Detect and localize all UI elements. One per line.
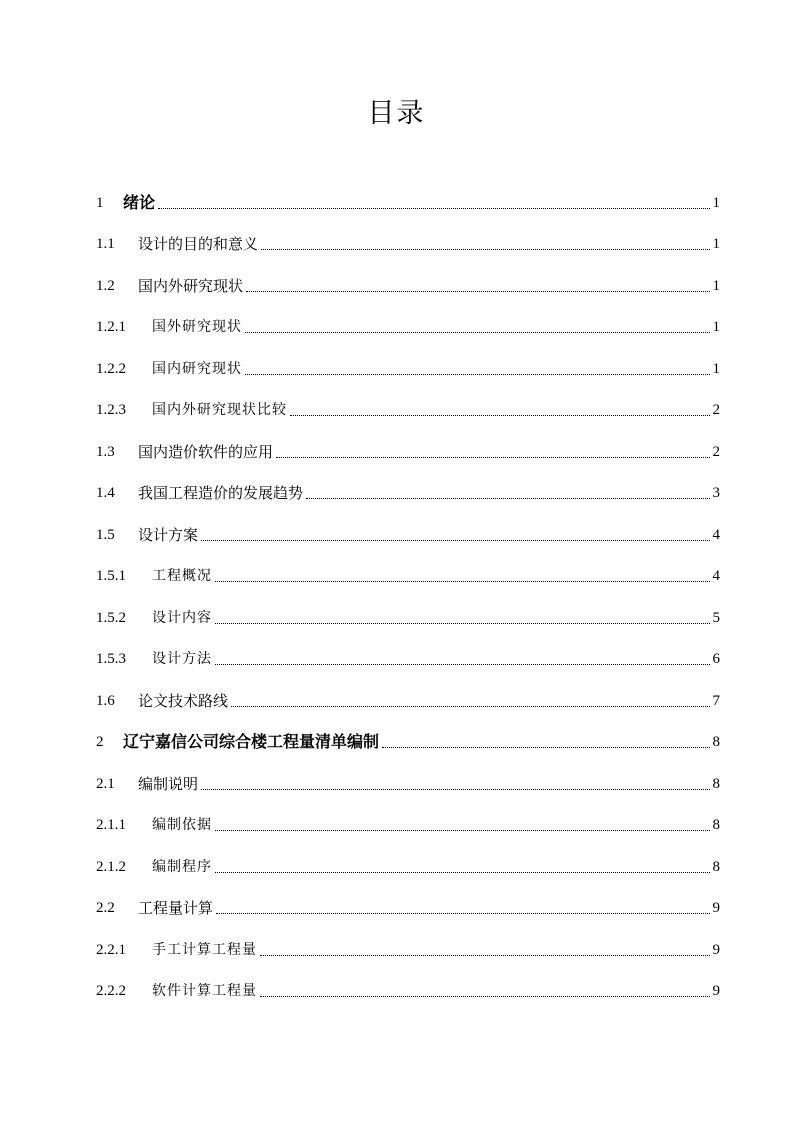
toc-leader xyxy=(382,746,709,748)
toc-leader xyxy=(290,414,710,416)
toc-title: 设计的目的和意义 xyxy=(138,235,259,254)
toc-entry[interactable] xyxy=(96,888,720,930)
toc-number: 2.1.2 xyxy=(96,858,126,875)
toc-page: 9 xyxy=(712,983,720,1000)
toc-title: 辽宁嘉信公司综合楼工程量清单编制 xyxy=(123,732,380,752)
toc-title: 绪论 xyxy=(123,192,156,212)
toc-number: 2.1 xyxy=(96,775,115,792)
toc-page: 2 xyxy=(712,402,720,419)
toc-number: 2 xyxy=(96,734,104,751)
toc-title: 国内研究现状 xyxy=(152,360,242,377)
toc-page: 9 xyxy=(712,941,720,958)
toc-leader xyxy=(158,207,709,209)
toc-page: 1 xyxy=(712,319,720,336)
toc-page: 8 xyxy=(712,734,720,751)
toc-title: 工程概况 xyxy=(152,568,212,585)
toc-title: 国内外研究现状比较 xyxy=(152,402,287,419)
toc-title: 国内外研究现状 xyxy=(138,276,244,295)
toc-page: 8 xyxy=(712,817,720,834)
toc-entry[interactable] xyxy=(96,722,720,764)
toc-number: 1.3 xyxy=(96,443,115,460)
toc-title: 工程量计算 xyxy=(138,899,214,918)
toc-leader xyxy=(245,373,710,375)
toc-entry[interactable] xyxy=(96,307,720,349)
toc-entry[interactable] xyxy=(96,805,720,847)
toc-number: 2.2.2 xyxy=(96,983,126,1000)
toc-title: 手工计算工程量 xyxy=(152,941,257,958)
toc-number: 1 xyxy=(96,194,104,211)
toc-entry[interactable] xyxy=(96,182,720,224)
toc-leader xyxy=(260,995,710,997)
toc-number: 2.1.1 xyxy=(96,817,126,834)
table-of-contents xyxy=(96,182,720,1012)
toc-entry[interactable] xyxy=(96,597,720,639)
toc-number: 1.2.3 xyxy=(96,402,126,419)
toc-leader xyxy=(215,829,710,831)
toc-number: 1.4 xyxy=(96,485,115,502)
toc-title: 编制程序 xyxy=(152,858,212,875)
toc-page: 6 xyxy=(712,651,720,668)
toc-leader xyxy=(201,788,709,790)
toc-entry[interactable] xyxy=(96,265,720,307)
toc-title: 我国工程造价的发展趋势 xyxy=(138,484,304,503)
toc-leader xyxy=(306,497,709,499)
toc-number: 1.6 xyxy=(96,692,115,709)
toc-page: 7 xyxy=(712,692,720,709)
toc-entry[interactable] xyxy=(96,390,720,432)
toc-entry[interactable] xyxy=(96,348,720,390)
toc-page: 1 xyxy=(712,194,720,211)
toc-title: 编制说明 xyxy=(138,774,199,793)
toc-number: 1.5.3 xyxy=(96,651,126,668)
toc-page: 9 xyxy=(712,900,720,917)
toc-number: 1.2.1 xyxy=(96,319,126,336)
toc-page: 1 xyxy=(712,277,720,294)
toc-leader xyxy=(246,290,709,292)
toc-number: 1.2 xyxy=(96,277,115,294)
toc-leader xyxy=(261,248,709,250)
toc-title: 国外研究现状 xyxy=(152,319,242,336)
toc-page: 3 xyxy=(712,485,720,502)
toc-leader xyxy=(215,622,710,624)
toc-page: 1 xyxy=(712,236,720,253)
toc-entry[interactable] xyxy=(96,971,720,1013)
toc-number: 1.1 xyxy=(96,236,115,253)
toc-number: 2.2.1 xyxy=(96,941,126,958)
toc-entry[interactable] xyxy=(96,929,720,971)
toc-number: 2.2 xyxy=(96,900,115,917)
toc-number: 1.5.2 xyxy=(96,609,126,626)
toc-title: 设计方法 xyxy=(152,651,212,668)
toc-page: 8 xyxy=(712,775,720,792)
toc-title: 软件计算工程量 xyxy=(152,983,257,1000)
toc-title: 国内造价软件的应用 xyxy=(138,442,274,461)
toc-number: 1.5 xyxy=(96,526,115,543)
toc-entry[interactable] xyxy=(96,639,720,681)
toc-leader xyxy=(215,871,710,873)
toc-leader xyxy=(260,954,710,956)
toc-number: 1.5.1 xyxy=(96,568,126,585)
page-title: 目录 xyxy=(367,98,426,129)
toc-entry[interactable] xyxy=(96,514,720,556)
toc-leader xyxy=(276,456,709,458)
toc-page: 4 xyxy=(712,568,720,585)
toc-number: 1.2.2 xyxy=(96,360,126,377)
toc-title: 论文技术路线 xyxy=(138,691,229,710)
toc-leader xyxy=(215,663,710,665)
toc-entry[interactable] xyxy=(96,473,720,515)
toc-leader xyxy=(245,331,710,333)
toc-page: 4 xyxy=(712,526,720,543)
toc-leader xyxy=(231,705,709,707)
toc-leader xyxy=(215,580,710,582)
toc-leader xyxy=(216,912,709,914)
toc-title: 设计方案 xyxy=(138,525,199,544)
toc-page: 2 xyxy=(712,443,720,460)
toc-title: 编制依据 xyxy=(152,817,212,834)
toc-entry[interactable] xyxy=(96,763,720,805)
toc-page: 8 xyxy=(712,858,720,875)
toc-page: 5 xyxy=(712,609,720,626)
toc-entry[interactable] xyxy=(96,680,720,722)
toc-entry[interactable] xyxy=(96,556,720,598)
toc-title: 设计内容 xyxy=(152,609,212,626)
toc-page: 1 xyxy=(712,360,720,377)
toc-entry[interactable] xyxy=(96,224,720,266)
toc-leader xyxy=(201,539,709,541)
toc-entry[interactable] xyxy=(96,431,720,473)
toc-entry[interactable] xyxy=(96,846,720,888)
